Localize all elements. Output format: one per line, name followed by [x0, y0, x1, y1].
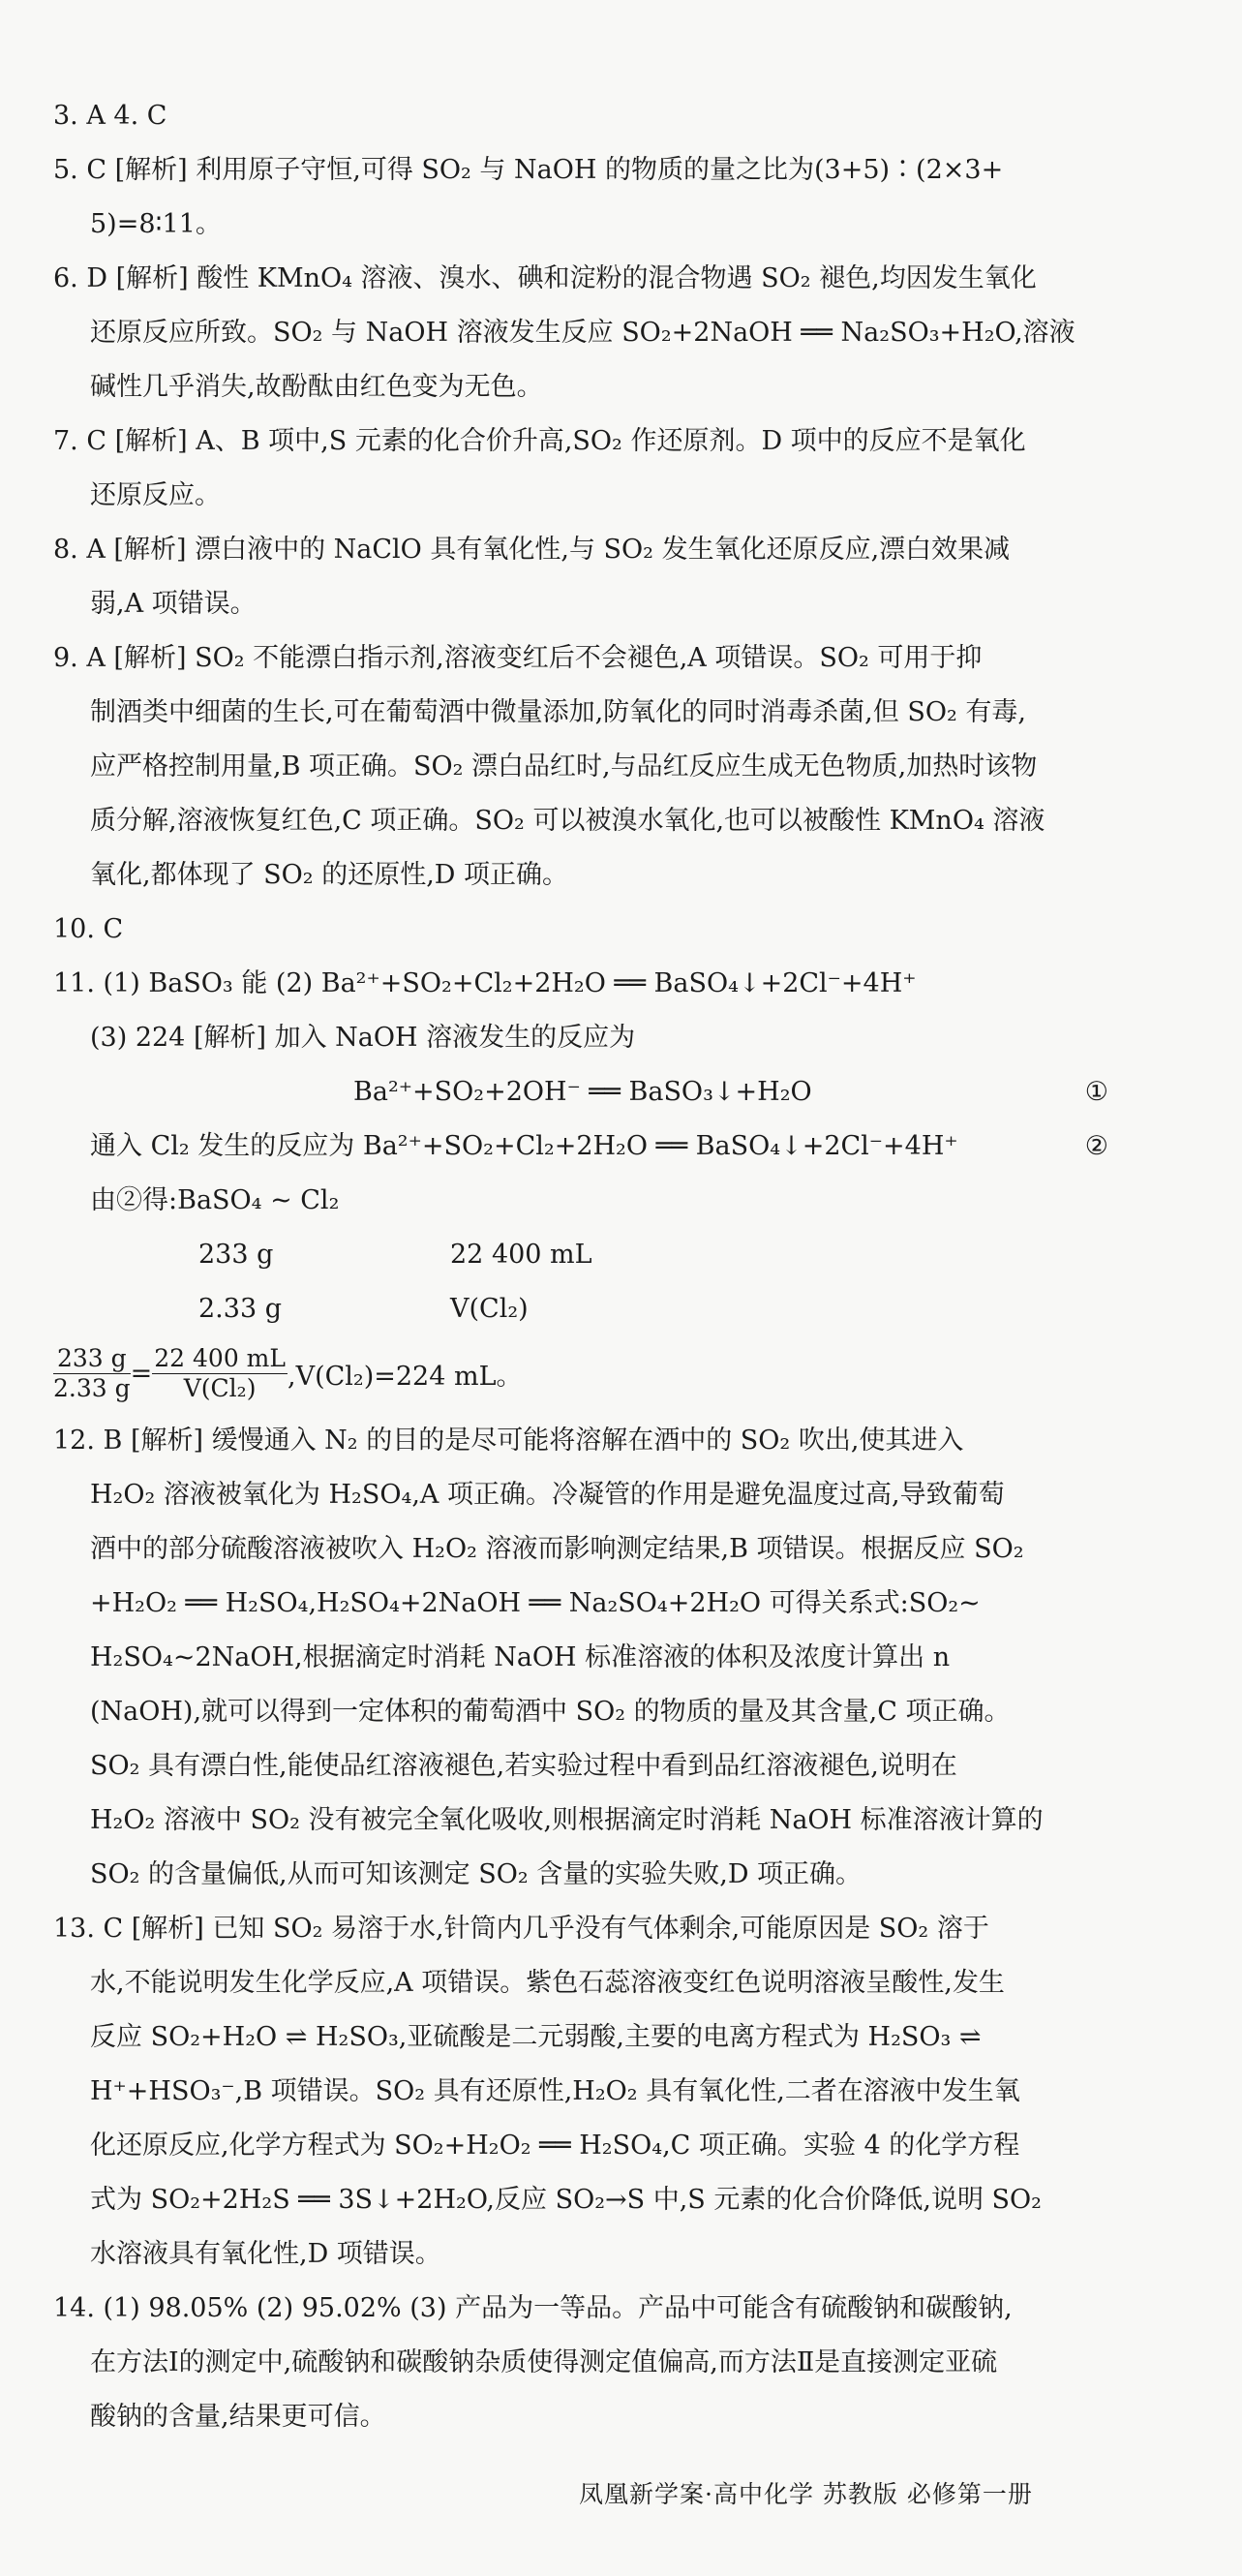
answer-5-line-1: 5. C [解析] 利用原子守恒,可得 SO₂ 与 NaOH 的物质的量之比为(3+5)∶(2×3+: [53, 155, 1004, 185]
equals-sign: =: [130, 1358, 153, 1389]
answer-14-line-2: 在方法Ⅰ的测定中,硫酸钠和碳酸钠杂质使得测定值偏高,而方法Ⅱ是直接测定亚硫: [90, 2347, 998, 2377]
fraction-mass-numerator: 233 g: [53, 1344, 131, 1374]
answer-8-line-1: 8. A [解析] 漂白液中的 NaClO 具有氧化性,与 SO₂ 发生氧化还原反应,漂白效果减: [53, 535, 1011, 565]
answer-12-line-4: +H₂O₂ ══ H₂SO₄,H₂SO₄+2NaOH ══ Na₂SO₄+2H₂O 可得关系式:SO₂~: [90, 1588, 981, 1618]
answer-8-line-2: 弱,A 项错误。: [90, 589, 257, 619]
answer-6-line-2: 还原反应所致。SO₂ 与 NaOH 溶液发生反应 SO₂+2NaOH ══ Na₂SO₃+H₂O,溶液: [90, 318, 1075, 348]
answer-content: [53, 89, 1108, 2444]
answer-13-line-2: 水,不能说明发生化学反应,A 项错误。紫色石蕊溶液变红色说明溶液呈酸性,发生: [90, 1968, 1005, 1998]
answer-13-line-4: H⁺+HSO₃⁻,B 项错误。SO₂ 具有还原性,H₂O₂ 具有氧化性,二者在溶液中发生氧: [90, 2076, 1020, 2106]
answer-14-line-1: 14. (1) 98.05% (2) 95.02% (3) 产品为一等品。产品中可能含有硫酸钠和碳酸钠,: [53, 2293, 1013, 2323]
equation-2: [53, 1119, 1108, 1174]
calc-row-1-mass: 233 g: [198, 1240, 274, 1270]
answer-9-line-1: 9. A [解析] SO₂ 不能漂白指示剂,溶液变红后不会褪色,A 项错误。SO₂ 可用于抑: [53, 643, 983, 673]
answer-12-line-5: H₂SO₄~2NaOH,根据滴定时消耗 NaOH 标准溶液的体积及浓度计算出 n: [90, 1642, 951, 1672]
answer-13-line-5: 化还原反应,化学方程式为 SO₂+H₂O₂ ══ H₂SO₄,C 项正确。实验 4 的化学方程: [90, 2131, 1020, 2161]
answer-11-line-1: 11. (1) BaSO₃ 能 (2) Ba²⁺+SO₂+Cl₂+2H₂O ══ BaSO₄↓+2Cl⁻+4H⁺: [53, 968, 917, 998]
answer-13-line-6: 式为 SO₂+2H₂S ══ 3S↓+2H₂O,反应 SO₂→S 中,S 元素的化合价降低,说明 SO₂: [90, 2185, 1043, 2215]
answer-12-line-9: SO₂ 的含量偏低,从而可知该测定 SO₂ 含量的实验失败,D 项正确。: [90, 1859, 863, 1889]
calc-row-2: [53, 1282, 1108, 1336]
answer-6-line-3: 碱性几乎消失,故酚酞由红色变为无色。: [90, 372, 543, 402]
calc-row-2-mass: 2.33 g: [198, 1294, 282, 1324]
answer-12-line-8: H₂O₂ 溶液中 SO₂ 没有被完全氧化吸收,则根据滴定时消耗 NaOH 标准溶液计算的: [90, 1805, 1044, 1835]
answer-13-line-1: 13. C [解析] 已知 SO₂ 易溶于水,针筒内几乎没有气体剩余,可能原因是 SO₂ 溶于: [53, 1914, 989, 1944]
proportion-result: ,V(Cl₂)=224 mL。: [287, 1361, 523, 1392]
equation-1-text: Ba²⁺+SO₂+2OH⁻ ══ BaSO₃↓+H₂O: [353, 1077, 812, 1107]
fraction-volume-numerator: 22 400 mL: [154, 1343, 286, 1372]
answer-11-line-2: (3) 224 [解析] 加入 NaOH 溶液发生的反应为: [90, 1023, 636, 1053]
answer-6-line-1: 6. D [解析] 酸性 KMnO₄ 溶液、溴水、碘和淀粉的混合物遇 SO₂ 褪色,均因发生氧化: [53, 263, 1037, 293]
answer-12-line-6: (NaOH),就可以得到一定体积的葡萄酒中 SO₂ 的物质的量及其含量,C 项正确。: [90, 1697, 1011, 1727]
answer-7-line-1: 7. C [解析] A、B 项中,S 元素的化合价升高,SO₂ 作还原剂。D 项中的反应不是氧化: [53, 426, 1026, 456]
answer-9-line-5: 氧化,都体现了 SO₂ 的还原性,D 项正确。: [90, 860, 569, 890]
answer-9-line-4: 质分解,溶液恢复红色,C 项正确。SO₂ 可以被溴水氧化,也可以被酸性 KMnO₄ 溶液: [90, 806, 1045, 836]
proportion-line: [53, 1336, 1108, 1410]
fraction-volume-denominator: V(Cl₂): [183, 1373, 257, 1402]
answer-5-line-2: 5)=8∶11。: [90, 209, 222, 239]
equation-1-marker: ①: [1084, 1077, 1108, 1107]
equation-2-text: 通入 Cl₂ 发生的反应为 Ba²⁺+SO₂+Cl₂+2H₂O ══ BaSO₄↓+2Cl⁻+4H⁺: [90, 1131, 958, 1161]
calc-row-2-volume: V(Cl₂): [450, 1294, 529, 1324]
answer-9-line-3: 应严格控制用量,B 项正确。SO₂ 漂白品红时,与品红反应生成无色物质,加热时该物: [90, 751, 1038, 782]
answer-9-line-2: 制酒类中细菌的生长,可在葡萄酒中微量添加,防氧化的同时消毒杀菌,但 SO₂ 有毒,: [90, 697, 1026, 727]
answer-12-line-1: 12. B [解析] 缓慢通入 N₂ 的目的是尽可能将溶解在酒中的 SO₂ 吹出,使其进入: [53, 1426, 964, 1456]
answer-12-line-2: H₂O₂ 溶液被氧化为 H₂SO₄,A 项正确。冷凝管的作用是避免温度过高,导致葡萄: [90, 1480, 1005, 1510]
equation-2-marker: ②: [1084, 1131, 1108, 1161]
page-footer: 凤凰新学案·高中化学 苏教版 必修第一册: [579, 2480, 1033, 2508]
fraction-mass: [53, 1344, 131, 1403]
answer-7-line-2: 还原反应。: [90, 480, 221, 510]
relation-line: 由②得:BaSO₄ ~ Cl₂: [90, 1185, 340, 1215]
fraction-mass-denominator: 2.33 g: [53, 1373, 131, 1402]
calc-row-1-volume: 22 400 mL: [450, 1240, 592, 1270]
answer-10: 10. C: [53, 914, 124, 944]
answer-14-line-3: 酸钠的含量,结果更可信。: [90, 2402, 386, 2432]
answer-12-line-3: 酒中的部分硫酸溶液被吹入 H₂O₂ 溶液而影响测定结果,B 项错误。根据反应 SO₂: [90, 1534, 1024, 1564]
answer-3-4: 3. A 4. C: [53, 101, 167, 131]
equation-1: [53, 1065, 1108, 1119]
answer-13-line-7: 水溶液具有氧化性,D 项错误。: [90, 2239, 441, 2269]
fraction-volume: [152, 1344, 288, 1403]
answer-13-line-3: 反应 SO₂+H₂O ⇌ H₂SO₃,亚硫酸是二元弱酸,主要的电离方程式为 H₂SO₃ ⇌: [90, 2022, 982, 2052]
calc-row-1: [53, 1228, 1108, 1282]
answer-12-line-7: SO₂ 具有漂白性,能使品红溶液褪色,若实验过程中看到品红溶液褪色,说明在: [90, 1751, 957, 1781]
